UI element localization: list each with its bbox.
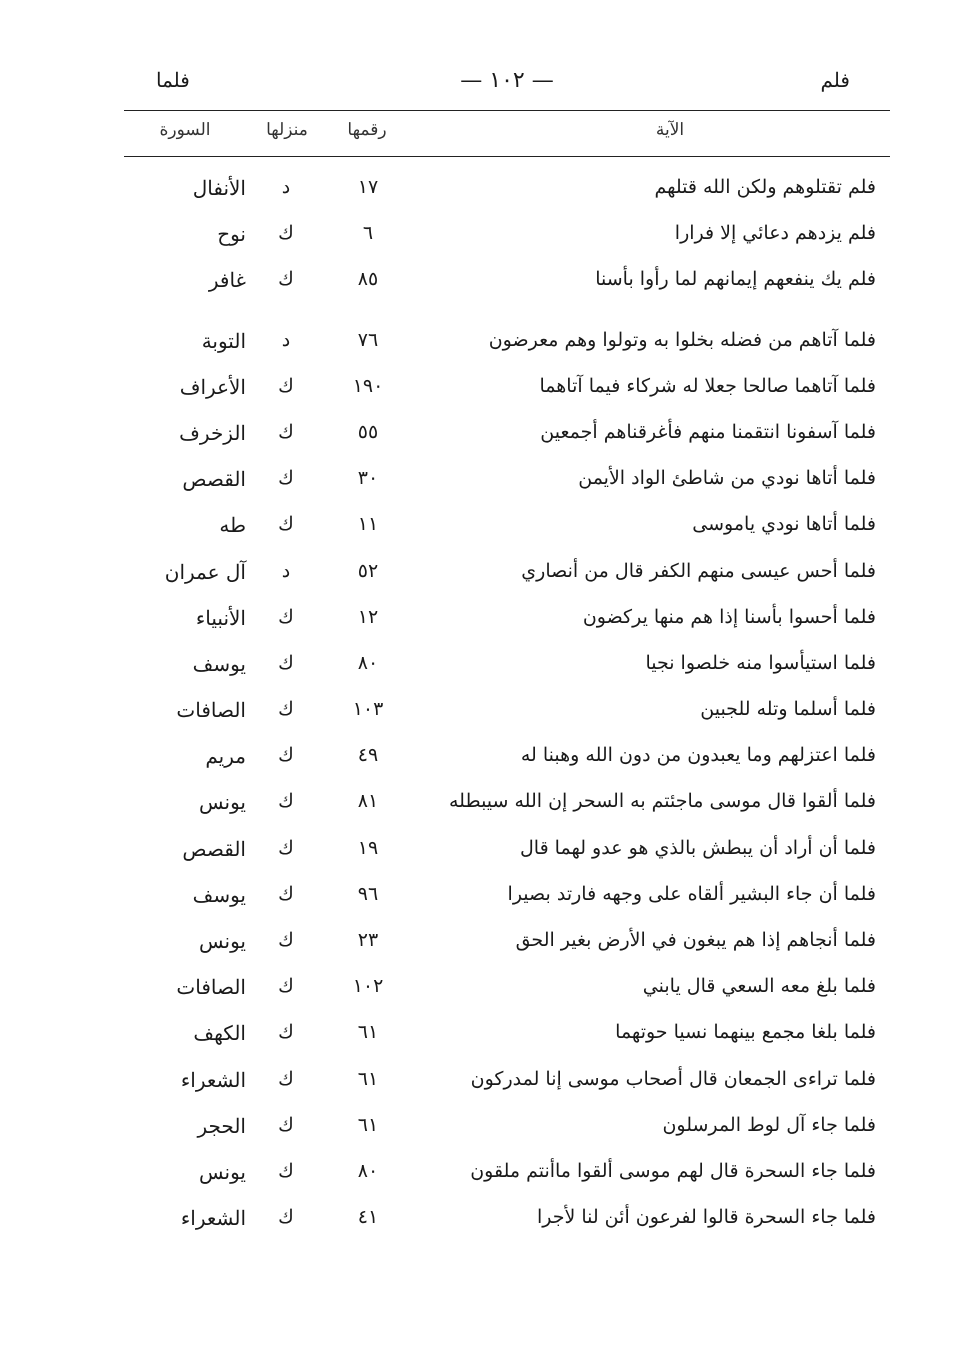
table-row (124, 921, 890, 967)
verse-text: فلما أنجاهم إذا هم يبغون في الأرض بغير الحق (515, 929, 876, 951)
table-row (124, 782, 890, 828)
revelation-place: ك (278, 975, 294, 998)
verse-text: فلما بلغ معه السعي قال يابني (642, 975, 876, 998)
verse-number: ٦١ (357, 1021, 379, 1044)
revelation-place: ك (278, 374, 294, 397)
surah-name: الصافات (176, 975, 246, 1000)
verse-text: فلما أحس عيسى منهم الكفر قال من أنصاري (521, 559, 876, 582)
revelation-place: ك (278, 929, 294, 951)
verse-number: ٦ (362, 222, 374, 245)
table-row (124, 967, 890, 1013)
verse-number: ٣٠ (357, 467, 379, 490)
verse-number: ٩٦ (357, 882, 379, 905)
surah-name: آل عمران (164, 559, 246, 584)
verse-number: ٢٣ (357, 929, 379, 951)
revelation-place: ك (278, 790, 294, 813)
verse-text: فلما آتاهم من فضله بخلوا به وتولوا وهم معرضون (488, 328, 876, 351)
table-row (124, 367, 890, 413)
revelation-place: ك (278, 1206, 294, 1229)
table-row (124, 1060, 890, 1106)
revelation-place: ك (278, 1113, 294, 1136)
verse-number: ٨٠ (357, 651, 379, 674)
header-right-word: فلم (820, 68, 850, 92)
verse-number: ٧٦ (357, 328, 379, 351)
revelation-place: ك (278, 836, 294, 859)
verse-text: فلما جاء السحرة قالوا لفرعون أئن لنا لأجرا (536, 1206, 876, 1229)
revelation-place: د (281, 559, 291, 582)
surah-name: نوح (217, 222, 246, 247)
group-spacer (124, 307, 890, 321)
verse-number: ١٠٢ (352, 975, 384, 998)
verse-text: فلما آسفونا انتقمنا منهم فأغرقناهم أجمعين (540, 420, 876, 443)
table-row (124, 1013, 890, 1059)
surah-name: القصص (182, 836, 246, 861)
table-row (124, 552, 890, 598)
table-row (124, 644, 890, 690)
column-rule (124, 156, 890, 157)
surah-name: الشعراء (180, 1206, 246, 1231)
revelation-place: ك (278, 420, 294, 443)
column-header-verse: الآية (655, 120, 685, 140)
verse-text: فلما آتاهما صالحا جعلا له شركاء فيما آتاهما (539, 374, 876, 397)
surah-name: يونس (199, 1159, 246, 1184)
verse-number: ١١ (357, 513, 379, 536)
table-row (124, 1198, 890, 1244)
verse-number: ١٢ (357, 605, 379, 628)
revelation-place: ك (278, 467, 294, 490)
verse-number: ٨٥ (357, 268, 379, 291)
revelation-place: ك (278, 744, 294, 767)
revelation-place: ك (278, 882, 294, 905)
revelation-place: ك (278, 1021, 294, 1044)
verse-text: فلما أن جاء البشير ألقاه على وجهه فارتد بصيرا (507, 882, 876, 905)
revelation-place: ك (278, 698, 294, 721)
table-row (124, 690, 890, 736)
column-header-surah: السورة (159, 120, 211, 140)
revelation-place: ك (278, 1159, 294, 1182)
verse-text: فلما استيأسوا منه خلصوا نجيا (645, 651, 876, 674)
verse-text: فلما جاء آل لوط المرسلون (662, 1113, 876, 1136)
table-row (124, 260, 890, 306)
surah-name: يوسف (192, 651, 246, 676)
revelation-place: ك (278, 1067, 294, 1090)
table-row (124, 1152, 890, 1198)
table-row (124, 321, 890, 367)
verse-number: ٥٥ (357, 420, 379, 443)
header-rule (124, 110, 890, 111)
verse-number: ٦١ (357, 1067, 379, 1090)
table-row (124, 459, 890, 505)
column-header-place: منزلها (266, 120, 308, 140)
verse-text: فلما أتاها نودي ياموسى (692, 513, 876, 536)
verse-text: فلما اعتزلهم وما يعبدون من دون الله وهبنا له (520, 744, 876, 767)
verse-number: ١٧ (357, 176, 379, 198)
table-row (124, 829, 890, 875)
surah-name: الأنفال (192, 176, 246, 200)
verse-text: فلما أتاها نودي من شاطئ الواد الأيمن (578, 467, 876, 490)
surah-name: مريم (205, 744, 246, 769)
surah-name: يونس (199, 790, 246, 815)
table-row (124, 505, 890, 551)
verse-text: فلما أن أراد أن يبطش بالذي هو عدو لهما قال (519, 836, 876, 859)
verse-number: ١٠٣ (352, 698, 384, 721)
surah-name: يوسف (192, 882, 246, 907)
surah-name: يونس (199, 929, 246, 953)
verse-text: فلم يك ينفعهم إيمانهم لما رأوا بأسنا (595, 268, 876, 291)
table-row (124, 214, 890, 260)
verse-number: ٦١ (357, 1113, 379, 1136)
column-headers (124, 118, 890, 152)
revelation-place: ك (278, 605, 294, 628)
table-row (124, 598, 890, 644)
verse-number: ١٩ (357, 836, 379, 859)
surah-name: الزخرف (179, 420, 246, 445)
surah-name: الكهف (193, 1021, 246, 1046)
surah-name: التوبة (201, 328, 246, 353)
revelation-place: ك (278, 651, 294, 674)
surah-name: الصافات (176, 698, 246, 723)
revelation-place: د (281, 328, 291, 351)
verse-number: ٥٢ (357, 559, 379, 582)
verse-text: فلما جاء السحرة قال لهم موسى ألقوا ماأنتم ملقون (470, 1159, 876, 1182)
header-left-word: فلما (156, 68, 190, 92)
surah-name: طه (219, 513, 246, 538)
page-number: — ١٠٢ — (460, 68, 554, 93)
table-row (124, 736, 890, 782)
revelation-place: ك (278, 268, 294, 291)
revelation-place: ك (278, 513, 294, 536)
surah-name: القصص (182, 467, 246, 492)
verse-text: فلم يزدهم دعائي إلا فرارا (674, 222, 876, 245)
table-row (124, 413, 890, 459)
verse-number: ٨١ (357, 790, 379, 813)
verse-number: ٨٠ (357, 1159, 379, 1182)
verse-index-table (124, 168, 890, 1244)
revelation-place: ك (278, 222, 294, 245)
surah-name: غافر (208, 268, 246, 293)
verse-text: فلم تقتلوهم ولكن الله قتلهم (654, 176, 876, 198)
verse-text: فلما تراءى الجمعان قال أصحاب موسى إنا لمدركون (470, 1067, 876, 1090)
verse-text: فلما أسلما وتله للجبين (700, 698, 876, 721)
column-header-number: رقمها (347, 120, 387, 140)
surah-name: الشعراء (180, 1067, 246, 1092)
verse-text: فلما ألقوا قال موسى ماجئتم به السحر إن الله سيبطله (449, 790, 876, 813)
verse-text: فلما بلغا مجمع بينهما نسيا حوتهما (615, 1021, 876, 1044)
verse-number: ٤٩ (357, 744, 379, 767)
verse-text: فلما أحسوا بأسنا إذا هم منها يركضون (582, 605, 876, 628)
revelation-place: د (281, 176, 291, 198)
surah-name: الحجر (197, 1113, 246, 1138)
table-row (124, 168, 890, 214)
page-header (124, 60, 890, 102)
verse-number: ١٩٠ (352, 374, 384, 397)
table-row (124, 875, 890, 921)
verse-number: ٤١ (357, 1206, 379, 1229)
table-row (124, 1106, 890, 1152)
surah-name: الأنبياء (195, 605, 246, 630)
surah-name: الأعراف (179, 374, 246, 399)
